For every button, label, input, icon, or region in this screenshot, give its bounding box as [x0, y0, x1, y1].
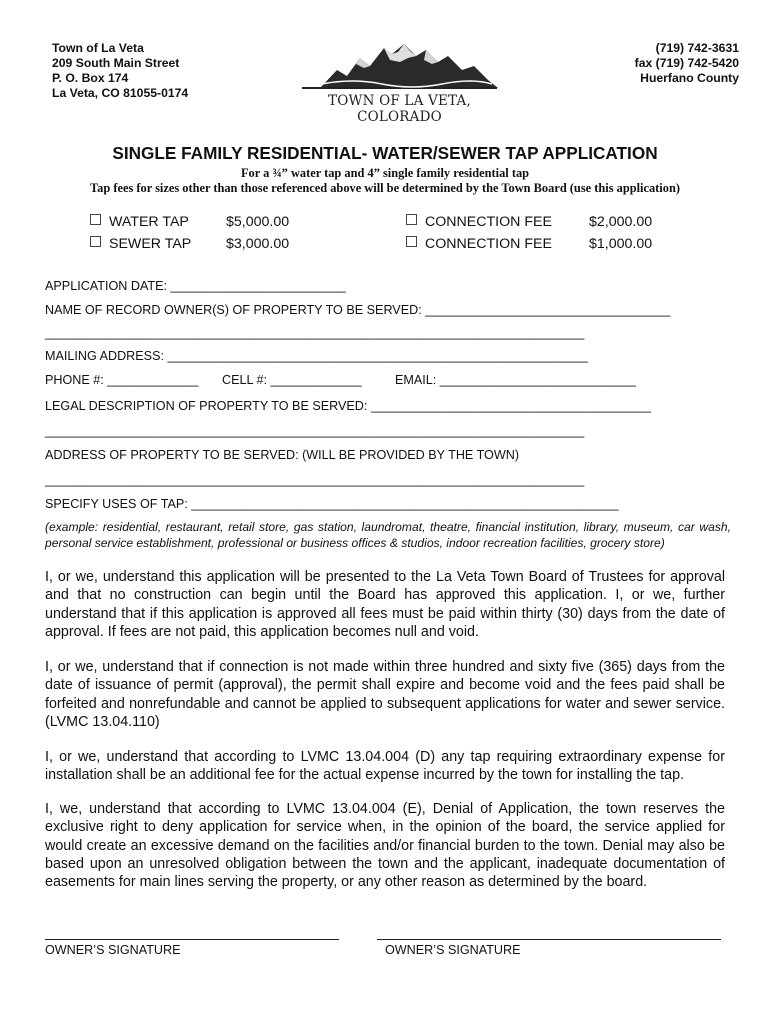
approval-paragraph: I, or we, understand this application will be presented to the La Veta Town Board of Trustees for approval and that no construction can begin until the Board has approved this application. I, or we, further understand that if this application is approved all fees must be paid within thirty (30) days from the date of approval. If fees are not paid, this application becomes null and void. [45, 569, 725, 640]
signature-line-2[interactable] [377, 939, 721, 940]
water-connection-fee-option[interactable] [406, 214, 552, 230]
sewer-connection-fee-label: CONNECTION FEE [425, 236, 552, 252]
extraordinary-expense-paragraph: I, or we, understand that according to LVMC 13.04.004 (D) any tap requiring extraordinary expense for installation shall be an additional fee for the actual expense incurred by the town for installing the tap. [45, 749, 725, 784]
sewer-tap-option[interactable] [90, 236, 191, 252]
logo-caption: TOWN OF LA VETA, COLORADO [328, 93, 471, 125]
water-connection-fee-amount: $2,000.00 [589, 214, 653, 230]
town-name: Town of La Veta [52, 41, 144, 55]
po-box: P. O. Box 174 [52, 71, 129, 85]
property-address-field[interactable]: _____________________________________________________________________________ [45, 473, 585, 487]
sewer-tap-amount: $3,000.00 [226, 236, 290, 252]
phone-number: (719) 742-3631 [655, 41, 739, 55]
sewer-connection-fee-checkbox[interactable] [406, 236, 417, 247]
contact-block [635, 41, 739, 86]
uses-example-note: (example: residential, restaurant, retail store, gas station, laundromat, theatre, financial institution, library, museum, car wash, personal service establishment, professional or business offices & studios, indoor recreation facilities, grocery store) [45, 520, 731, 550]
cell-field[interactable]: CELL #: _____________ [222, 373, 362, 387]
subtitle-tap-fees: Tap fees for sizes other than those referenced above will be determined by the Town Board (use this application) [90, 181, 680, 195]
denial-paragraph: I, we, understand that according to LVMC 13.04.004 (E), Denial of Application, the town reserves the exclusive right to deny application for service when, in the opinion of the board, the service applied for would create an excessive demand on the facilities and/or financial burden to the town. Denial may also be based upon an unresolved obligation between the town and the applicant, inadequate documentation of easements for main lines serving the property, or any other reason as determined by the board. [45, 801, 725, 891]
sewer-tap-checkbox[interactable] [90, 236, 101, 247]
fax-number: fax (719) 742-5420 [634, 56, 739, 70]
water-tap-amount: $5,000.00 [226, 214, 290, 230]
signature-line-1[interactable] [45, 939, 339, 940]
legal-description-field-cont[interactable]: _____________________________________________________________________________ [45, 424, 585, 438]
document-title: SINGLE FAMILY RESIDENTIAL- WATER/SEWER TAP APPLICATION [112, 143, 658, 163]
street-address: 209 South Main Street [52, 56, 180, 70]
water-connection-fee-checkbox[interactable] [406, 214, 417, 225]
subtitle-tap-size: For a ¾” water tap and 4” single family residential tap [240, 166, 530, 180]
legal-description-field[interactable]: LEGAL DESCRIPTION OF PROPERTY TO BE SERVED: ________________________________________ [45, 399, 652, 413]
sewer-tap-label: SEWER TAP [109, 236, 192, 252]
record-owner-field-cont[interactable]: _____________________________________________________________________________ [45, 326, 585, 340]
sewer-connection-fee-amount: $1,000.00 [589, 236, 653, 252]
owner-signature-label-1: OWNER’S SIGNATURE [45, 943, 181, 957]
uses-of-tap-field[interactable]: SPECIFY USES OF TAP: _____________________________________________________________ [45, 497, 619, 511]
water-tap-label: WATER TAP [109, 214, 189, 230]
water-tap-option[interactable] [90, 214, 189, 230]
record-owner-field[interactable]: NAME OF RECORD OWNER(S) OF PROPERTY TO BE SERVED: ___________________________________ [45, 303, 671, 317]
water-connection-fee-label: CONNECTION FEE [425, 214, 552, 230]
county: Huerfano County [640, 71, 739, 85]
expiration-paragraph: I, or we, understand that if connection is not made within three hundred and sixty five (365) days from the date of issuance of permit (approval), the permit shall expire and become void and the fees paid shall be forfeited and nonrefundable and cannot be applied to subsequent applications for water and sewer service. (LVMC 13.04.110) [45, 659, 725, 730]
phone-field[interactable]: PHONE #: _____________ [45, 373, 199, 387]
town-logo [292, 40, 507, 125]
owner-signature-label-2: OWNER’S SIGNATURE [385, 943, 521, 957]
water-tap-checkbox[interactable] [90, 214, 101, 225]
city-state-zip: La Veta, CO 81055-0174 [52, 86, 189, 100]
sewer-connection-fee-option[interactable] [406, 236, 552, 252]
property-address-label: ADDRESS OF PROPERTY TO BE SERVED: (WILL BE PROVIDED BY THE TOWN) [45, 448, 520, 462]
email-field[interactable]: EMAIL: ____________________________ [395, 373, 636, 387]
mountain-logo-icon [292, 40, 507, 92]
town-address-block [52, 41, 188, 101]
application-date-field[interactable]: APPLICATION DATE: _________________________ [45, 279, 346, 293]
mailing-address-field[interactable]: MAILING ADDRESS: ____________________________________________________________ [45, 349, 588, 363]
